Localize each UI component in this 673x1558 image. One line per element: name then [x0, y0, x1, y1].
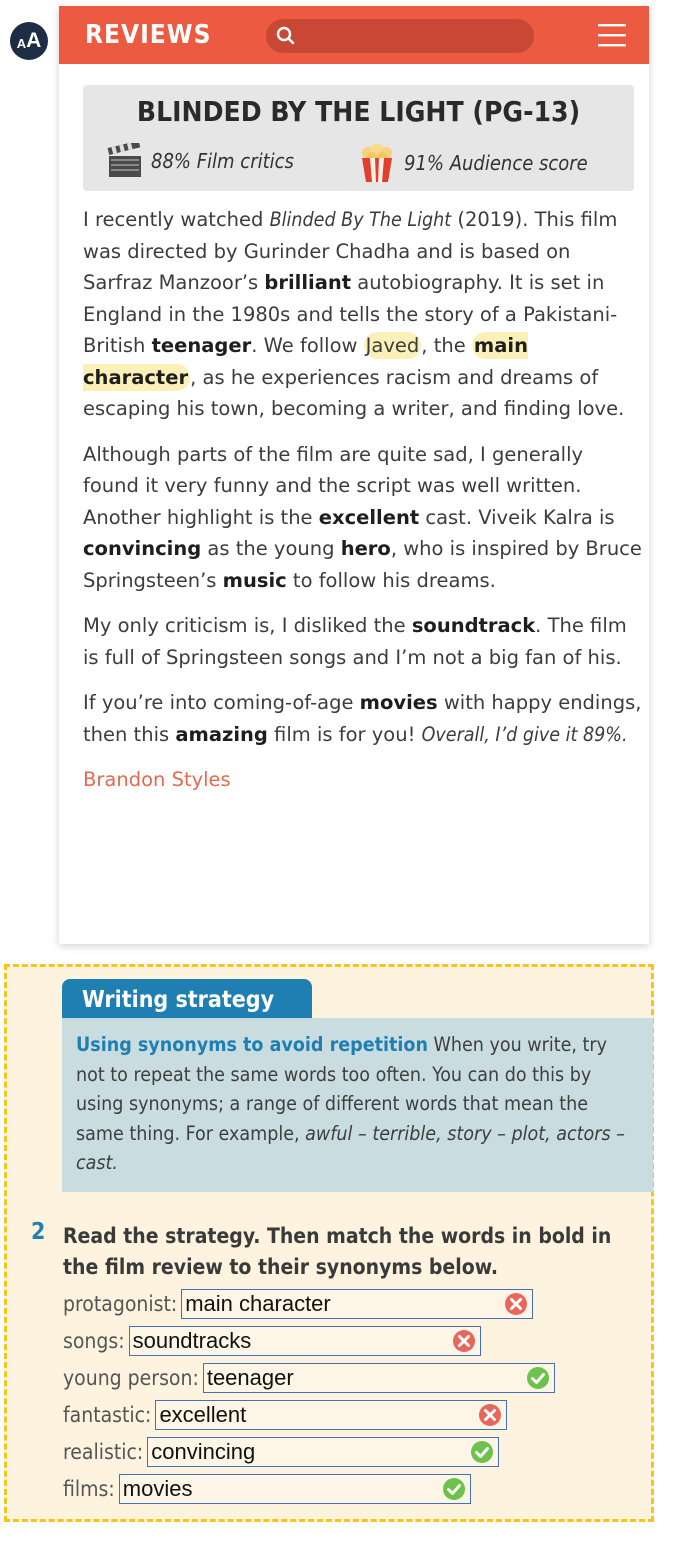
review-paragraph-4: If you’re into coming-of-age movies with happy endings, then this amazing film is for you! Overall, I’d give it 89%.: [83, 691, 642, 746]
answer-row-fantastic: [63, 1398, 507, 1432]
highlight-javed: Javed: [365, 334, 420, 357]
popcorn-icon: [358, 143, 396, 183]
movie-title: BLINDED BY THE LIGHT (PG-13): [136, 95, 581, 128]
correct-icon: [526, 1366, 550, 1390]
answer-value: soundtracks: [132, 1328, 252, 1353]
answer-field[interactable]: [203, 1363, 555, 1393]
answer-label: songs:: [63, 1329, 125, 1353]
movie-info-box: [83, 85, 634, 191]
exercise-instruction: Read the strategy. Then match the words in bold in the film review to their synonyms below.: [63, 1224, 612, 1279]
exercise-number: 2: [31, 1219, 46, 1245]
exercise-area: [4, 964, 654, 1522]
answer-field[interactable]: [181, 1289, 533, 1319]
answer-value: main character: [185, 1291, 331, 1316]
answer-field[interactable]: [129, 1326, 481, 1356]
answer-field[interactable]: [155, 1400, 507, 1430]
correct-icon: [470, 1440, 494, 1464]
answer-label: fantastic:: [63, 1403, 152, 1427]
review-author: Brandon Styles: [83, 768, 231, 791]
answer-row-realistic: [63, 1435, 499, 1469]
strategy-example: awful – terrible, story – plot, actors – cast.: [76, 1121, 625, 1174]
answer-row-young-person: [63, 1361, 555, 1395]
strategy-box: [62, 1018, 653, 1192]
answer-field[interactable]: [119, 1474, 471, 1504]
top-bar: [59, 6, 649, 64]
answer-row-films: [63, 1472, 471, 1506]
search-bar[interactable]: [266, 19, 534, 53]
font-size-button[interactable]: [10, 22, 48, 60]
correct-icon: [442, 1477, 466, 1501]
audience-score: 91% Audience score: [404, 151, 588, 175]
highlight-main-character: main character: [83, 334, 528, 389]
review-paragraph-1: I recently watched Blinded By The Light (2019). This film was directed by Gurinder Chadha and is based on Sarfraz Manzoor’s brilliant autobiography. It is set in England in the 1980s and tells the story of a Pakistani-British teenager. We follow Javed , the main character , as he experiences racism and dreams of escaping his town, becoming a writer, and finding love.: [83, 208, 625, 420]
answer-row-protagonist: [63, 1287, 533, 1321]
search-icon: [276, 26, 296, 46]
clapperboard-icon: [107, 143, 143, 179]
answer-label: films:: [63, 1477, 115, 1501]
answer-value: movies: [122, 1476, 193, 1501]
review-body: [83, 204, 643, 796]
font-size-small-label: A: [16, 35, 27, 51]
strategy-tab: Writing strategy: [62, 979, 312, 1021]
answer-label: protagonist:: [63, 1292, 178, 1316]
answer-field[interactable]: [147, 1437, 499, 1467]
hamburger-menu-icon[interactable]: [598, 22, 626, 48]
incorrect-icon: [504, 1292, 528, 1316]
answer-row-songs: [63, 1324, 481, 1358]
incorrect-icon: [478, 1403, 502, 1427]
audience-rating: [358, 143, 588, 183]
answer-label: young person:: [63, 1366, 199, 1390]
header-title: REVIEWS: [85, 20, 212, 50]
answer-value: convincing: [151, 1439, 256, 1464]
review-card: [59, 6, 649, 944]
search-input[interactable]: [306, 26, 520, 47]
critics-score: 88% Film critics: [151, 149, 294, 173]
font-size-big-label: A: [26, 29, 42, 52]
answer-value: excellent: [159, 1402, 247, 1427]
strategy-body: When you write, try not to repeat the same words too often. You can do this by using synonyms; a range of different words that mean the same thing. For example,: [76, 1033, 607, 1145]
answer-value: teenager: [206, 1365, 294, 1390]
critics-rating: [107, 143, 294, 179]
answer-label: realistic:: [63, 1440, 144, 1464]
incorrect-icon: [452, 1329, 476, 1353]
review-paragraph-2: Although parts of the film are quite sad, I generally found it very funny and the script was well written. Another highlight is the excellent cast. Viveik Kalra is convincing as the young hero, who is inspired by Bruce Springsteen’s music to follow his dreams.: [83, 442, 642, 592]
review-paragraph-3: My only criticism is, I disliked the soundtrack. The film is full of Springsteen songs and I’m not a big fan of his.: [83, 614, 627, 669]
strategy-lead: Using synonyms to avoid repetition: [76, 1033, 428, 1056]
